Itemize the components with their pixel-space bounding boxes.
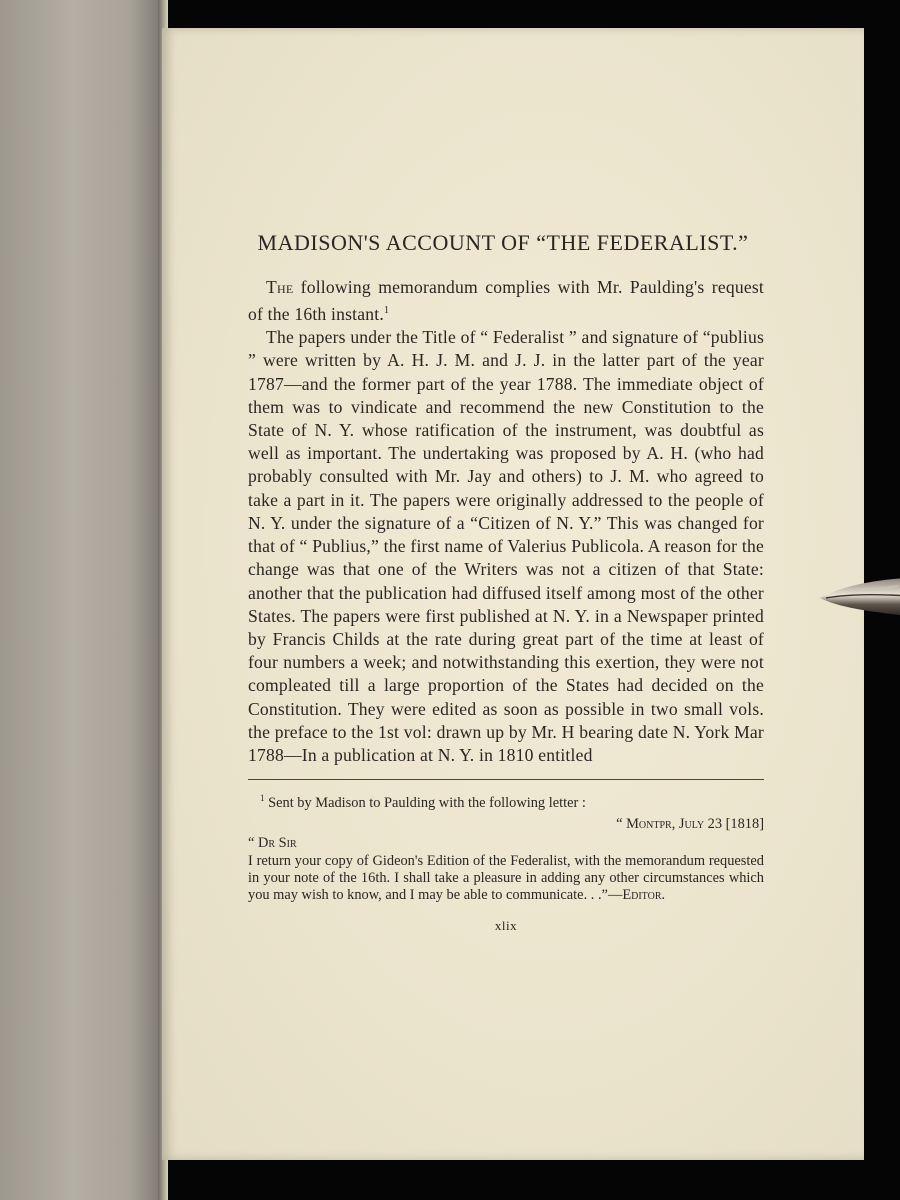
page-content <box>248 230 764 934</box>
footnote-intro-text: Sent by Madison to Paulding with the following letter : <box>268 794 586 811</box>
footnote-rule <box>248 779 764 780</box>
facing-page <box>0 0 162 1200</box>
footnote-marker: 1 <box>383 305 390 317</box>
letter-body-text: I return your copy of Gideon's Edition of the Federalist, with the memorandum requested in your note of the 16th. I shall take a pleasure in adding any other circumstances which you may wish to know, and I may be able to communicate. . .”— <box>248 852 764 903</box>
letter-salutation: “ Dr Sir <box>248 834 297 851</box>
paragraph-main: The papers under the Title of “ Federalist ” and signature of “publius ” were written by A. H. J. M. and J. J. in the latter part of the year 1787—and the former part of the year 1788. The immediate object of them was to vindicate and recommend the new Constitution to the State of N. Y. whose ratification of the instrument, was doubtful as well as important. The undertaking was proposed by A. H. (who had probably consulted with Mr. Jay and others) to J. M. who agreed to take a part in it. The papers were originally addressed to the people of N. Y. under the signature of a “Citizen of N. Y.” This was changed for that of “ Publius,” the first name of Valerius Publicola. A reason for the change was that one of the Writers was not a citizen of that State: another that the publication had diffused itself among most of the other States. The papers were first published at N. Y. in a Newspaper printed by Francis Childs at the rate during great part of the time at least of four numbers a week; and notwithstanding this exertion, they were not compleated till a large proportion of the States had decided on the Constitution. They were edited as soon as possible in two small vols. the preface to the 1st vol: drawn up by Mr. H bearing date N. York Mar 1788—In a publication at N. Y. in 1810 entitled <box>248 327 764 765</box>
paragraph-intro-text: following memorandum complies with Mr. Paulding's request of the 16th instant. <box>248 277 764 325</box>
editor-signature: Editor. <box>622 886 666 903</box>
footnote-number: 1 <box>260 793 265 804</box>
page-title: MADISON'S ACCOUNT OF “THE FEDERALIST.” <box>257 230 749 255</box>
footnote <box>248 790 764 904</box>
fountain-pen-nib-icon <box>818 576 900 618</box>
paragraph-intro <box>248 276 764 326</box>
letter-dateline: “ Montpr, July 23 [1818] <box>616 815 764 832</box>
page-number: xlix <box>494 917 518 933</box>
footnote-intro <box>248 790 764 812</box>
lead-word: The <box>266 277 294 297</box>
body-text <box>248 276 764 767</box>
letter-body <box>248 853 764 904</box>
